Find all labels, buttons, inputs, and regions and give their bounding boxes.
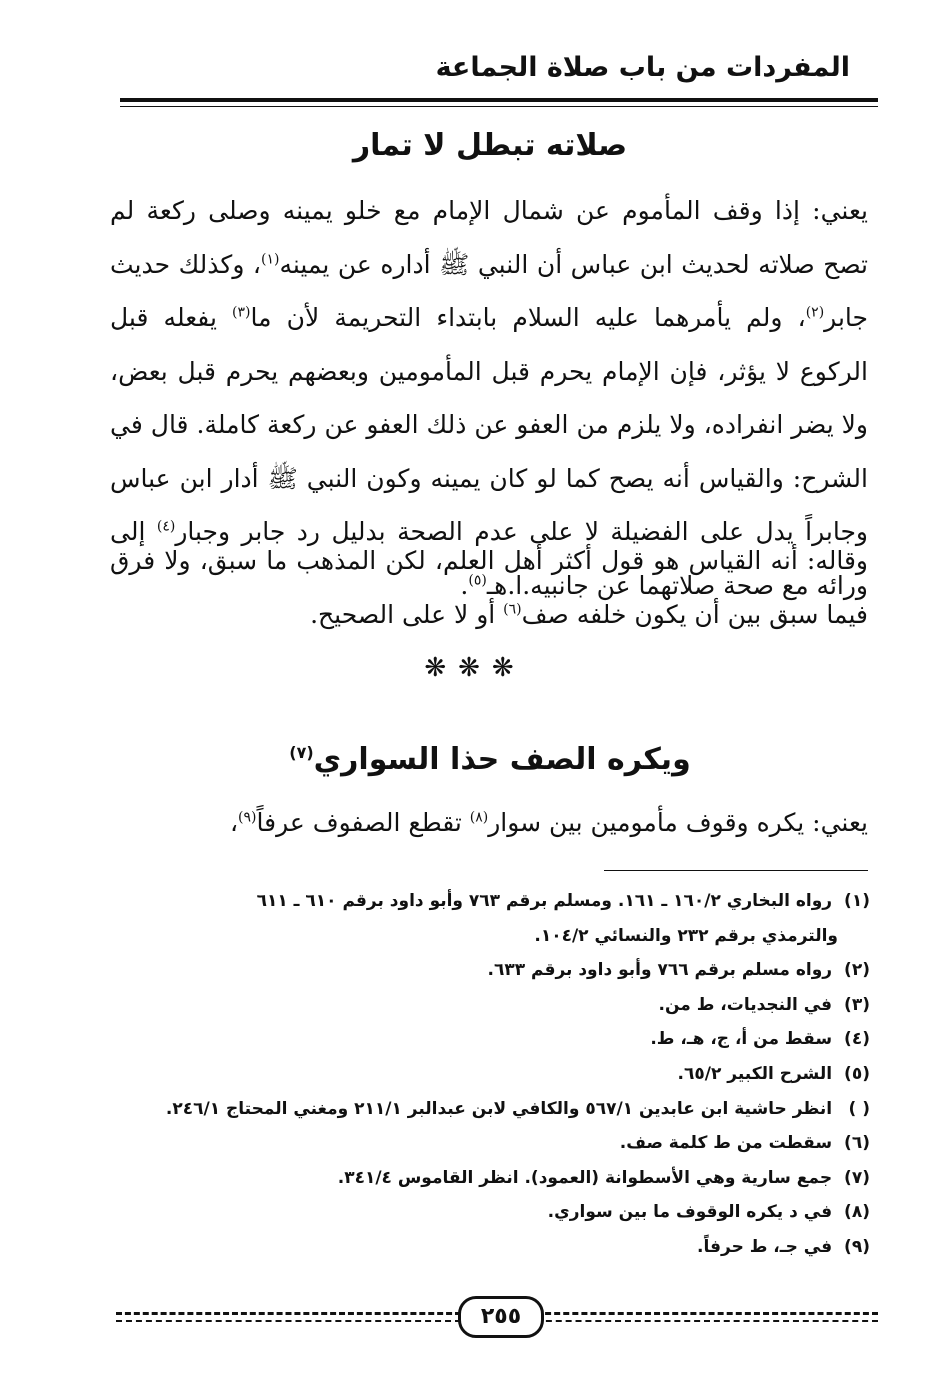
section-divider-stars: ❋❋❋ (424, 653, 526, 683)
footer-dashed-rule-right-2 (536, 1320, 878, 1322)
section-heading-2-note: (٧) (289, 743, 314, 762)
footnote-ref: (٢) (805, 304, 825, 321)
footer-dashed-rule-left-2 (116, 1320, 461, 1322)
footnote-item (110, 1161, 870, 1196)
footer-dashed-rule-left (116, 1312, 461, 1315)
footnote-number: (١) (844, 891, 870, 911)
footnote-text: سقطت من ط كلمة صف. (619, 1133, 838, 1154)
text-run: يعني: يكره وقوف مأمومين بين سوار (488, 808, 868, 837)
footnote-ref: (٣) (232, 304, 251, 321)
text-run: إلى ورائه مع صحة صلاتهما عن جانبيه.ا.هـ (110, 517, 868, 600)
footnote-item (110, 1195, 870, 1230)
footnote-text: الشرح الكبير ٦٥/٢. (677, 1063, 838, 1084)
footnote-item (110, 1230, 870, 1265)
text-run: وقاله: أنه القياس هو قول أكثر أهل العلم، لكن المذهب ما سبق، ولا فرق فيما سبق بين أن يكون خلفه صف (110, 546, 868, 629)
footnote-number: ( ) (848, 1098, 870, 1119)
footnote-number: (٢) (844, 960, 870, 981)
footnote-ref: (١) (261, 251, 280, 268)
section-heading-2 (110, 742, 870, 777)
footnote-text: رواه البخاري ١٦٠/٢ ـ ١٦١. ومسلم برقم ٧٦٣ وأبو داود برقم ٦١٠ ـ ٦١١ (256, 891, 838, 911)
text-run: ، وكذلك حديث جابر (110, 249, 868, 332)
section-heading-2-text: ويكره الصف حذا السواري (313, 742, 691, 777)
footnote-text: في جـ، ط حرفاً. (697, 1236, 838, 1257)
section1-paragraph-2 (110, 534, 868, 641)
text-run: ، (229, 808, 239, 837)
footnote-number: (٣) (844, 994, 870, 1015)
footnote-item (110, 988, 870, 1023)
footnote-text: في د يكره الوقوف ما بين سواري. (547, 1202, 838, 1223)
footnote-item (110, 1092, 870, 1127)
header-rule-thick (120, 98, 878, 102)
footnote-ref: (٤) (156, 518, 176, 535)
footnote-text: جمع سارية وهي الأسطوانة (العمود). انظر القاموس ٣٤١/٤. (337, 1167, 838, 1188)
footer-dashed-rule-right (536, 1312, 878, 1315)
footnote-item (110, 884, 870, 919)
footnote-number: (٩) (844, 1236, 870, 1257)
section-heading-1: صلاته تبطل لا تمار (352, 128, 628, 163)
text-run: يعني: إذا وقف المأموم عن شمال الإمام مع خلو يمينه وصلى ركعة لم تصح صلاته لحديث ابن عباس أن النبي ﷺ أداره عن يمينه (110, 196, 868, 279)
footnote-ref: (٨) (469, 809, 489, 826)
footnote-item (110, 953, 870, 988)
text-run: . (460, 570, 469, 600)
footnote-number: (٦) (844, 1133, 870, 1154)
footnote-text: في النجديات، ط من. (658, 994, 838, 1015)
header-rule-thin (120, 106, 878, 107)
footnote-item (110, 1022, 870, 1057)
text-run: يفعله قبل الركوع لا يؤثر، فإن الإمام يحرم قبل المأمومين وبعضهم يحرم قبل بعض، ولا يضر انفراده، ولا يلزم من العفو عن ذلك العفو عن ركعة كاملة. قال في الشرح: والقياس أنه يصح كما لو كان يمينه وكون النبي ﷺ أدار ابن عباس وجابراً يدل على الفضيلة لا على عدم الصحة بدليل رد جابر وجبار (110, 303, 868, 546)
footnote-item (110, 1057, 870, 1092)
footnote-number: (٥) (844, 1063, 870, 1084)
footnotes-list (110, 884, 870, 1265)
text-run: ، ولم يأمرهما عليه السلام بابتداء التحريمة لأن ما (250, 303, 806, 332)
footnote-number: (٧) (844, 1167, 870, 1188)
footnote-text: انظر حاشية ابن عابدين ٥٦٧/١ والكافي لابن عبدالبر ٢١١/١ ومغني المحتاج ٢٤٦/١. (165, 1098, 838, 1119)
text-run: تقطع الصفوف عرفاً (256, 808, 470, 837)
footnote-text: والترمذي برقم ٢٣٢ والنسائي ١٠٤/٢. (534, 925, 838, 946)
footnote-number: (٨) (844, 1202, 870, 1223)
footnote-item (110, 919, 870, 954)
page-number: ٢٥٥ (458, 1296, 544, 1338)
footnote-ref: (٩) (238, 809, 257, 826)
footnote-number: (٤) (844, 1029, 870, 1050)
footnote-item (110, 1126, 870, 1161)
footnote-text: سقط من أ، ج، هـ، ط. (650, 1029, 838, 1050)
running-header-title: المفردات من باب صلاة الجماعة (435, 52, 850, 83)
footnote-ref: (٥) (468, 572, 487, 589)
footnote-ref: (٦) (503, 601, 522, 618)
footnote-separator (604, 870, 868, 871)
footnote-text: رواه مسلم برقم ٧٦٦ وأبو داود برقم ٦٣٣. (487, 960, 838, 981)
section2-paragraph-1 (110, 796, 868, 850)
text-run: أو لا على الصحيح. (310, 599, 504, 629)
